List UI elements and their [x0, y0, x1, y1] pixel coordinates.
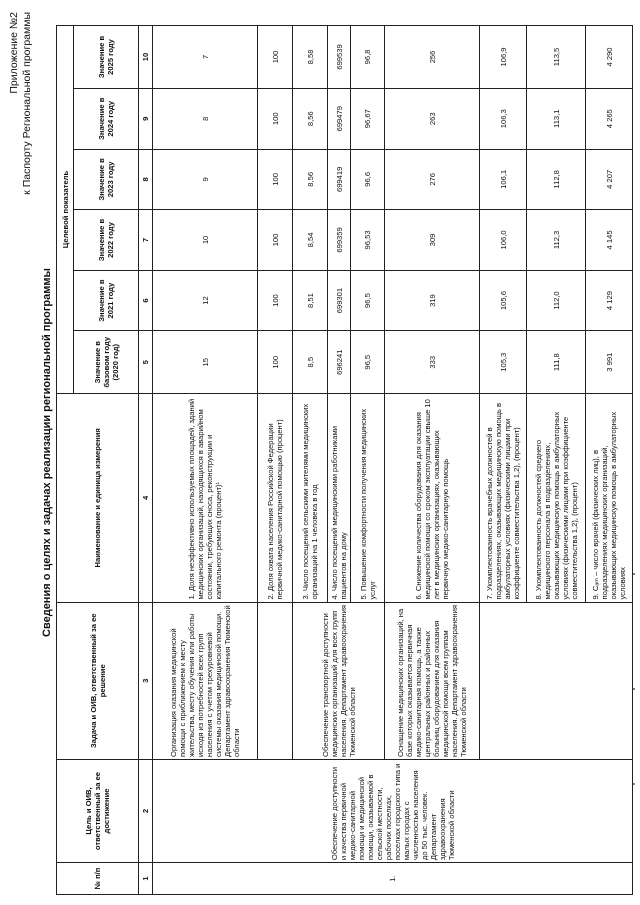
value-2022: 96,53	[351, 210, 385, 271]
value-2021: 112,0	[527, 270, 586, 331]
header-2023: Значение в 2023 году	[74, 149, 139, 210]
value-2022: 4 145	[586, 210, 633, 271]
scan-speck	[633, 688, 635, 690]
indicator-name: 3. Число посещений сельскими жителями медицинских организаций на 1 человека в год	[293, 394, 328, 602]
header-2024: Значение в 2024 году	[74, 88, 139, 149]
value-base: 333	[385, 331, 480, 394]
value-2025: 96,8	[351, 26, 385, 89]
appendix-header	[8, 12, 34, 195]
header-2025: Значение в 2025 году	[74, 26, 139, 89]
value-base: 111,8	[527, 331, 586, 394]
value-2023: 106,1	[480, 149, 527, 210]
col-number: 9	[139, 88, 153, 149]
value-2023: 100	[258, 149, 293, 210]
col-number: 3	[139, 602, 153, 759]
appendix-line-1: Приложение №2	[8, 12, 20, 94]
value-base: 105,3	[480, 331, 527, 394]
value-2025: 7	[153, 26, 258, 89]
value-2023: 112,8	[527, 149, 586, 210]
header-indicator: Наименование и единица измерения	[57, 394, 139, 602]
value-2023: 699419	[328, 149, 351, 210]
value-2023: 9	[153, 149, 258, 210]
value-2024: 96,67	[351, 88, 385, 149]
value-2021: 699301	[328, 270, 351, 331]
header-base-year: Значение в базовом году (2020 год)	[74, 331, 139, 394]
goal-cell: Обеспечение доступности и качества первичной медико-санитарной помощи и медицинской помощи, оказываемой в сельской местности, рабочих поселках, поселках городского типа и малых городах с численностью населения до 50 тыс. человек. Департамент здравоохранения Тюменской области	[153, 759, 633, 862]
col-number: 1	[139, 863, 153, 895]
value-base: 15	[153, 331, 258, 394]
value-2021: 12	[153, 270, 258, 331]
value-base: 3 991	[586, 331, 633, 394]
value-2025: 100	[258, 26, 293, 89]
value-2021: 4 129	[586, 270, 633, 331]
task-cell: Оснащение медицинских организаций, на базе которых оказывается первичная медико-санитарная помощь, а также центральных районных и районных больниц оборудованием для оказания медицинской помощи всем группам населения. Департамент здравоохранения Тюменской области	[385, 602, 480, 759]
value-2025: 699539	[328, 26, 351, 89]
col-number: 6	[139, 270, 153, 331]
indicator-name: 6. Снижение количества оборудования для оказания медицинской помощи со сроком эксплуатации свыше 10 лет в медицинских организациях, оказывающих первичную медико-санитарную помощь	[385, 394, 480, 602]
task-cell-empty	[480, 602, 633, 759]
value-2024: 106,3	[480, 88, 527, 149]
value-2023: 96,6	[351, 149, 385, 210]
value-base: 100	[258, 331, 293, 394]
value-2021: 100	[258, 270, 293, 331]
group-number: 1.	[153, 863, 633, 895]
indicator-name: 7. Укомплектованность врачебных должностей в подразделениях, оказывающих медицинскую помощь в амбулаторных условиях (физическими лицами при коэффициенте совместительства 1,2), (процент)	[480, 394, 527, 602]
value-2024: 8,56	[293, 88, 328, 149]
appendix-line-2: к Паспорту Региональной программы	[21, 12, 33, 195]
task-cell: Обеспечение транспортной доступности медицинских организаций для всех групп населения. Департамент здравоохранения Тюменской области	[293, 602, 385, 759]
value-2022: 309	[385, 210, 480, 271]
value-2024: 100	[258, 88, 293, 149]
header-num: № п/п	[57, 863, 139, 895]
indicator-name: 9. Cₐₘ – число врачей (физических лиц), в подразделениях медицинских организаций, оказывающих медицинскую помощь в амбулаторных условиях	[586, 394, 633, 602]
value-2025: 256	[385, 26, 480, 89]
indicator-name: 5. Повышение комфортности получения медицинских услуг	[351, 394, 385, 602]
value-2021: 319	[385, 270, 480, 331]
value-2025: 4 290	[586, 26, 633, 89]
header-2022: Значение в 2022 году	[74, 210, 139, 271]
value-2023: 276	[385, 149, 480, 210]
value-2023: 4 207	[586, 149, 633, 210]
value-2022: 112,3	[527, 210, 586, 271]
value-2024: 263	[385, 88, 480, 149]
table-row	[153, 26, 258, 895]
value-2023: 8,56	[293, 149, 328, 210]
col-number: 2	[139, 759, 153, 862]
document-title: Сведения о целях и задачах реализации региональной программы	[41, 268, 53, 637]
value-2021: 105,6	[480, 270, 527, 331]
header-task: Задача и ОИВ, ответственный за ее решение	[57, 602, 139, 759]
indicator-name: 2. Доля охвата населения Российской Федерации первичной медико-санитарной помощью (процент)	[258, 394, 293, 602]
value-2022: 100	[258, 210, 293, 271]
scan-speck	[633, 573, 635, 575]
value-base: 8,5	[293, 331, 328, 394]
goals-table	[56, 25, 633, 895]
col-number: 10	[139, 26, 153, 89]
value-2025: 113,5	[527, 26, 586, 89]
indicator-name: 8. Укомплектованность должностей среднего медицинского персонала в подразделениях, оказывающих медицинскую помощь в амбулаторных условиях (физическими лицами при коэффициенте совместительства 1,2), (процент)	[527, 394, 586, 602]
value-2021: 96,5	[351, 270, 385, 331]
value-2022: 10	[153, 210, 258, 271]
header-target-group: Целевой показатель	[57, 26, 74, 394]
task-cell-empty	[258, 602, 293, 759]
indicator-name: 4. Число посещений медицинскими работниками пациентов на дому	[328, 394, 351, 602]
col-number: 8	[139, 149, 153, 210]
value-base: 696241	[328, 331, 351, 394]
value-2024: 4 265	[586, 88, 633, 149]
header-goal: Цель и ОИВ, ответственный за ее достижение	[57, 759, 139, 862]
col-number: 7	[139, 210, 153, 271]
scan-speck	[633, 783, 635, 785]
indicator-name: 1. Доля неэффективно используемых площадей, зданий медицинских организаций, находящихся в аварийном состоянии, требующих сноса, реконструкции и капитального ремонта (процент)¹	[153, 394, 258, 602]
value-2022: 699359	[328, 210, 351, 271]
value-2021: 8,51	[293, 270, 328, 331]
header-2021: Значение в 2021 году	[74, 270, 139, 331]
value-2024: 113,1	[527, 88, 586, 149]
value-2022: 8,54	[293, 210, 328, 271]
value-2025: 8,58	[293, 26, 328, 89]
value-base: 96,5	[351, 331, 385, 394]
value-2024: 699479	[328, 88, 351, 149]
col-number: 5	[139, 331, 153, 394]
task-cell: Организация оказания медицинской помощи с приближением к месту жительства, месту обучения или работы исходя из потребностей всех групп населения с учетом трехуровневой системы оказания медицинской помощи. Департамент здравоохранения Тюменской области	[153, 602, 258, 759]
value-2025: 106,9	[480, 26, 527, 89]
col-number: 4	[139, 394, 153, 602]
value-2022: 106,0	[480, 210, 527, 271]
value-2024: 8	[153, 88, 258, 149]
